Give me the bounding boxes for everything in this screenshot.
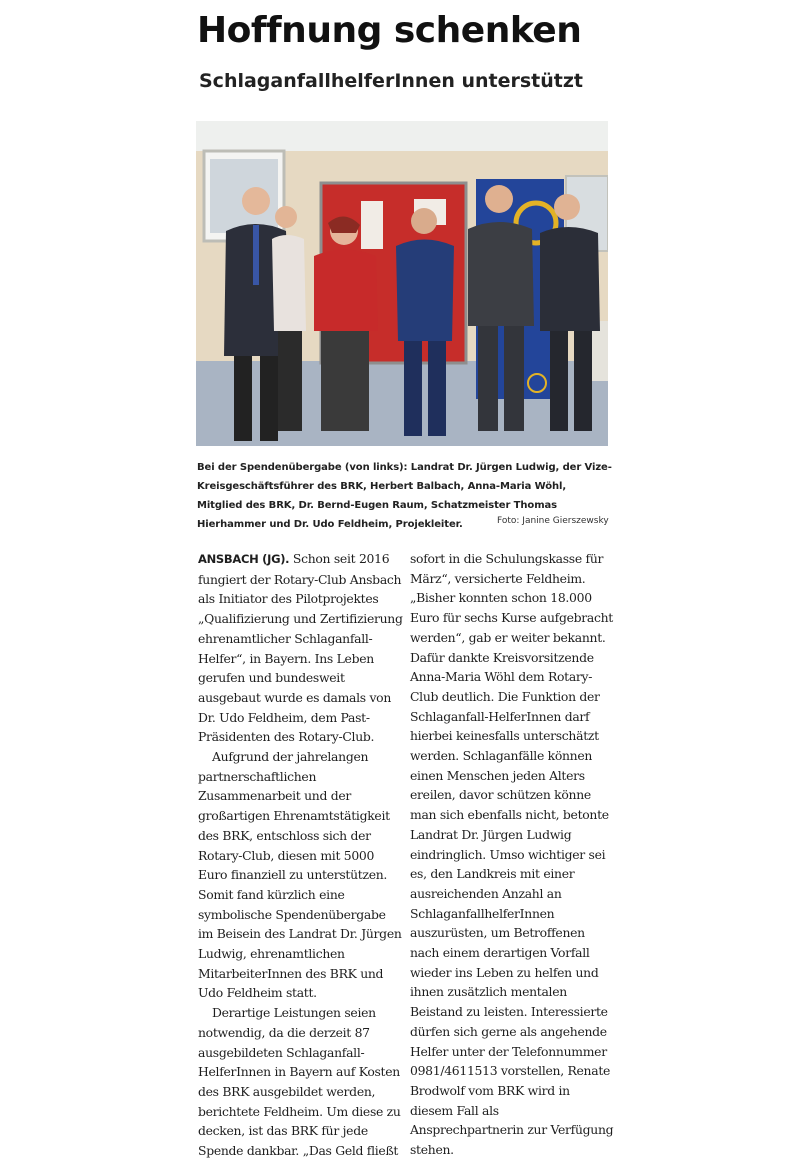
article-photo bbox=[196, 121, 608, 446]
photo-caption: Bei der Spendenübergabe (von links): Landrat Dr. Jürgen Ludwig, der Vize-Kreisgeschäftsführer des BRK, Herbert Balbach, Anna-Maria Wöhl, Mitglied des BRK, Dr. Bernd-Eugen Raum, Schatzmeister Thomas Hierhammer und Dr. Udo Feldheim, Projekleiter. bbox=[197, 462, 612, 530]
article-paragraph bbox=[198, 549, 404, 747]
article-paragraph: Aufgrund der jahrelangen partnerschaftlichen Zusammenarbeit und der großartigen Ehrenamtstätigkeit des BRK, entschloss sich der Rotary-Club, diesen mit 5000 Euro finanziell zu unterstützen. Somit fand kürzlich eine symbolische Spendenübergabe im Beisein des Landrat Dr. Jürgen Ludwig, ehrenamtlichen MitarbeiterInnen des BRK und Udo Feldheim statt. bbox=[198, 749, 402, 1001]
group-photo-illustration bbox=[196, 121, 608, 446]
photo-credit: Foto: Janine Gierszewsky bbox=[497, 516, 609, 526]
paragraph-text: Schon seit 2016 fungiert der Rotary-Club Ansbach als Initiator des Pilotprojektes „Qualifizierung und Zertifizierung ehrenamtlicher Schlaganfall-Helfer“, in Bayern. Ins Leben gerufen und bundesweit ausgebaut wurde es damals von Dr. Udo Feldheim, dem Past-Präsidenten des Rotary-Club. bbox=[198, 551, 403, 745]
article-column-1 bbox=[198, 549, 404, 1161]
article-headline: Hoffnung schenken bbox=[197, 10, 582, 51]
article-paragraph: Derartige Leistungen seien notwendig, da die derzeit 87 ausgebildeten Schlaganfall-HelferInnen in Bayern auf Kosten des BRK ausgebildet werden, berichtete Feldheim. Um diese zu decken, ist das BRK für jede Spende dankbar. „Das Geld fließt bbox=[198, 1005, 401, 1159]
article-paragraph: sofort in die Schulungskasse für März“, versicherte Feldheim. „Bisher konnten schon 18.000 Euro für sechs Kurse aufgebracht werden“, gab er weiter bekannt. Dafür dankte Kreisvorsitzende Anna-Maria Wöhl dem Rotary-Club deutlich. Die Funktion der Schlaganfall-HelferInnen darf hierbei keinesfalls unterschätzt werden. Schlaganfälle können einen Menschen jeden Alters ereilen, davor schützen könne man sich ebenfalls nicht, betonte Landrat Dr. Jürgen Ludwig eindringlich. Umso wichtiger sei es, den Landkreis mit einer ausreichenden Anzahl an SchlaganfallhelferInnen auszurüsten, um Betroffenen nach einem derartigen Vorfall wieder ins Leben zu helfen und ihnen zusätzlich mentalen Beistand zu leisten. Interessierte dürfen sich gerne als angehende Helfer unter der Telefonnummer 0981/4611513 vorstellen, Renate Brodwolf vom BRK wird in diesem Fall als Ansprechpartnerin zur Verfügung stehen. bbox=[410, 551, 614, 1158]
article-column-2 bbox=[410, 549, 616, 1160]
article-dateline: ANSBACH (JG). bbox=[198, 552, 290, 566]
article-subheadline: SchlaganfallhelferInnen unterstützt bbox=[199, 70, 583, 92]
